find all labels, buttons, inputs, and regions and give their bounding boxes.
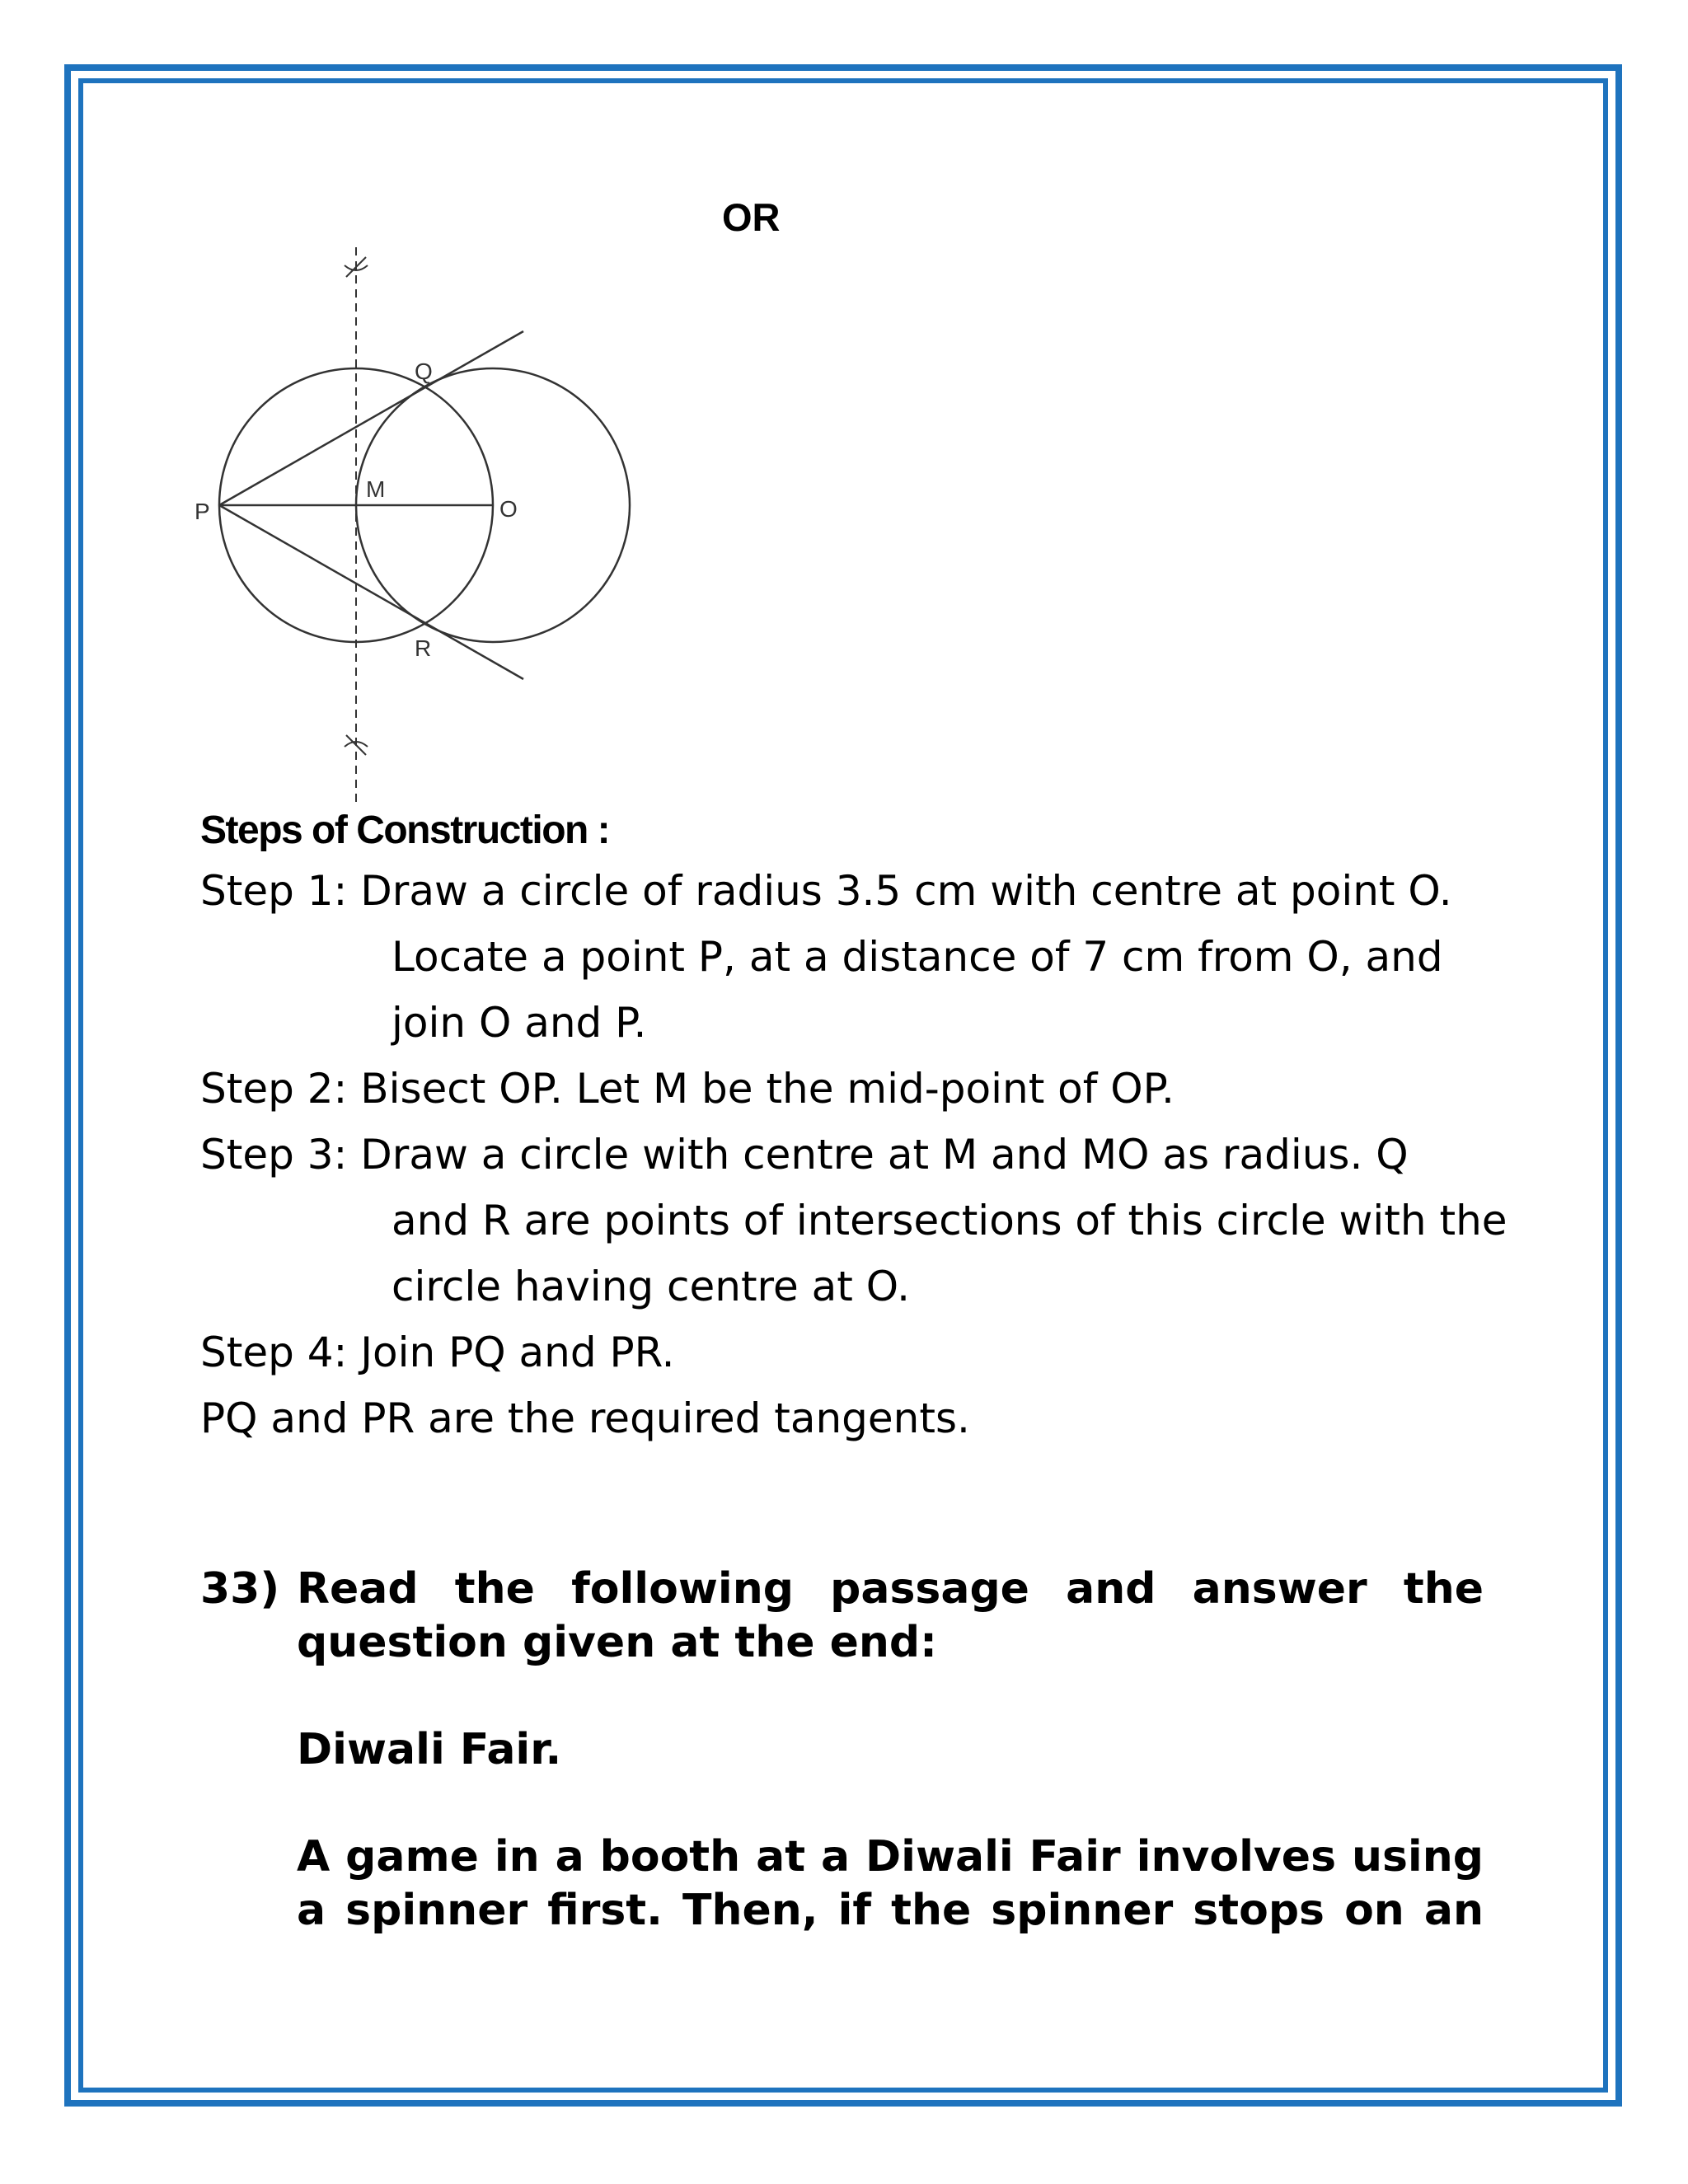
passage-line: A game in a booth at a Diwali Fair involves using — [297, 1832, 1484, 1882]
label-r: R — [415, 635, 432, 661]
step-line: Step 4: Join PQ and PR. — [200, 1329, 675, 1376]
steps-heading: Steps of Construction : — [200, 808, 610, 852]
label-p: P — [195, 499, 210, 524]
step-line: Step 3: Draw a circle with centre at M and MO as radius. Q — [200, 1131, 1409, 1179]
step-line: Step 1: Draw a circle of radius 3.5 cm with centre at point O. — [200, 867, 1452, 915]
step-line: circle having centre at O. — [392, 1263, 911, 1310]
step-line: Locate a point P, at a distance of 7 cm from O, and — [392, 933, 1443, 981]
passage-title: Diwali Fair. — [297, 1725, 562, 1774]
label-m: M — [366, 476, 386, 502]
question-prompt-line: question given at the end: — [297, 1618, 937, 1667]
tangent-construction-diagram — [181, 247, 643, 808]
passage-line: a spinner first. Then, if the spinner stops on an — [297, 1886, 1484, 1935]
tangent-pr — [219, 505, 523, 679]
conclusion-line: PQ and PR are the required tangents. — [200, 1394, 970, 1442]
question-number: 33) — [200, 1564, 280, 1614]
step-line: and R are points of intersections of this circle with the — [392, 1197, 1507, 1244]
arc-mark-top-cross — [346, 257, 366, 277]
step-line: join O and P. — [392, 999, 647, 1047]
label-o: O — [499, 496, 518, 522]
step-line: Step 2: Bisect OP. Let M be the mid-point of OP. — [200, 1065, 1175, 1113]
label-q: Q — [415, 359, 433, 384]
question-prompt-line: Read the following passage and answer the — [297, 1564, 1484, 1614]
or-heading: OR — [722, 195, 781, 239]
